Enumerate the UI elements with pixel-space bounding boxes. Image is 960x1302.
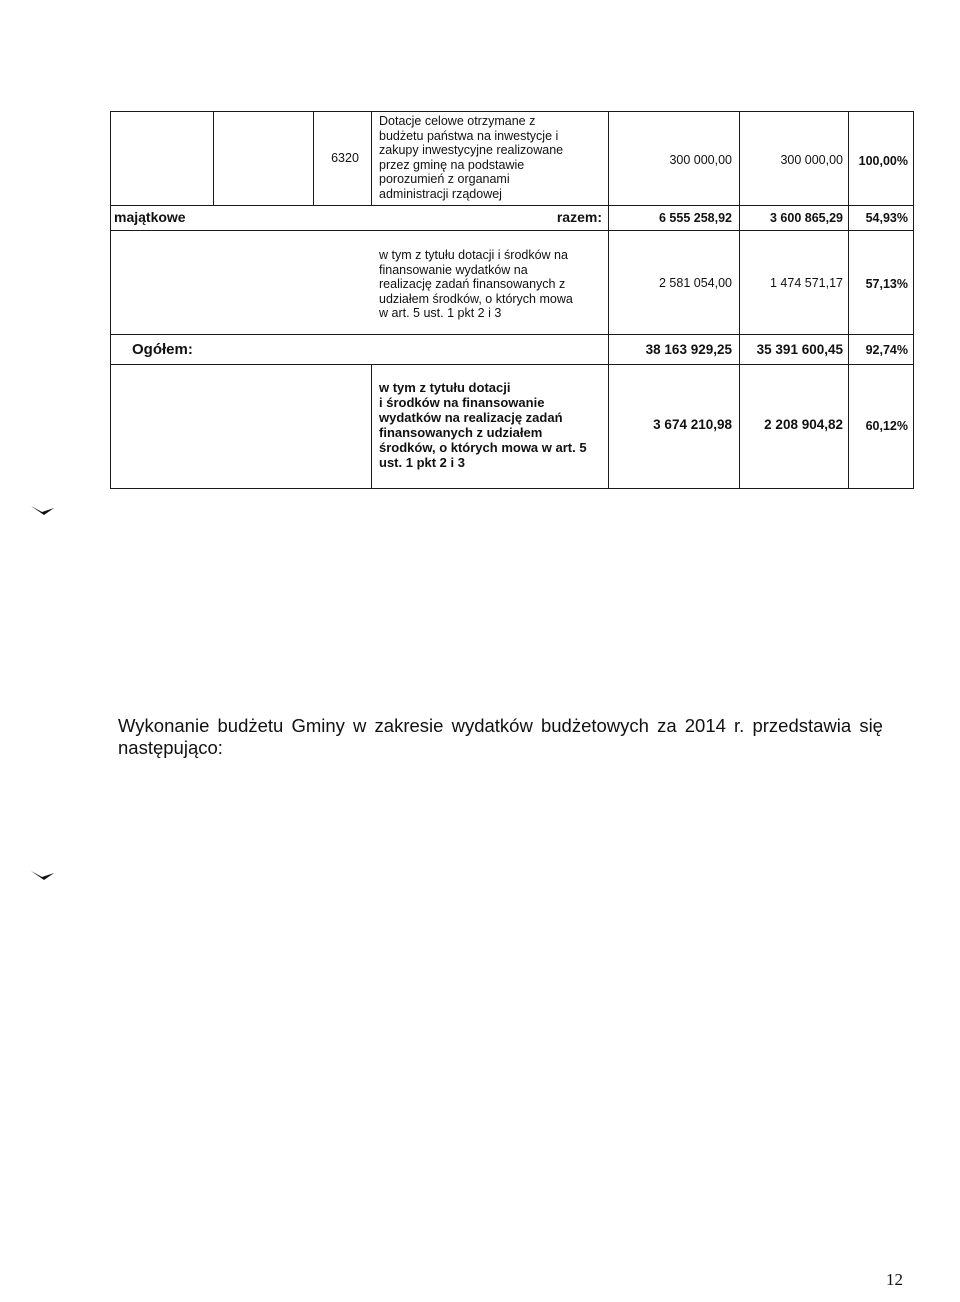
percent-value: 54,93% xyxy=(865,211,908,225)
scan-tick-mark-icon xyxy=(30,868,56,882)
table-left-border xyxy=(110,111,111,489)
execution-value: 3 600 865,29 xyxy=(770,211,843,225)
row-description xyxy=(379,248,604,321)
paragraph-line: Wykonanie budżetu Gminy w zakresie wydatków budżetowych za 2014 r. przedstawia się xyxy=(118,715,883,736)
paragraph-code: 6320 xyxy=(331,151,359,165)
col-divider xyxy=(608,364,609,488)
col-divider xyxy=(608,205,609,230)
execution-value: 2 208 904,82 xyxy=(764,417,843,432)
description-line: środków, o których mowa w art. 5 xyxy=(379,440,587,455)
col-divider xyxy=(608,111,609,205)
col-divider xyxy=(848,230,849,334)
col-divider xyxy=(848,334,849,364)
description-line: i środków na finansowanie xyxy=(379,395,545,410)
col-divider xyxy=(848,364,849,488)
description-line: realizację zadań finansowanych z xyxy=(379,277,566,291)
description-line: zakupy inwestycyjne realizowane xyxy=(379,143,564,157)
percent-value: 57,13% xyxy=(865,277,908,291)
plan-value: 3 674 210,98 xyxy=(653,417,732,432)
row-separator xyxy=(110,364,914,365)
execution-value: 300 000,00 xyxy=(780,153,843,167)
description-line: w art. 5 ust. 1 pkt 2 i 3 xyxy=(379,306,502,320)
category-label: majątkowe xyxy=(114,209,186,225)
subtotal-label: razem: xyxy=(556,209,602,225)
col-divider xyxy=(739,205,740,230)
plan-value: 38 163 929,25 xyxy=(645,342,732,357)
body-paragraph xyxy=(118,715,918,759)
description-line: finansowanie wydatków na xyxy=(379,262,528,277)
plan-value: 300 000,00 xyxy=(669,153,732,167)
col-divider xyxy=(739,364,740,488)
description-line: Dotacje celowe otrzymane z xyxy=(379,114,536,128)
scan-tick-mark-icon xyxy=(30,503,56,517)
percent-value: 92,74% xyxy=(865,343,908,357)
row-description xyxy=(379,114,604,201)
col-divider xyxy=(608,230,609,334)
execution-value: 1 474 571,17 xyxy=(770,276,843,290)
table-right-border xyxy=(913,111,914,489)
col-divider xyxy=(608,334,609,364)
col-divider xyxy=(739,230,740,334)
table-bottom-border xyxy=(110,488,914,489)
col-divider xyxy=(213,111,214,205)
description-line: udziałem środków, o których mowa xyxy=(379,291,573,306)
col-divider xyxy=(371,364,372,488)
row-separator xyxy=(110,230,914,231)
percent-value: 60,12% xyxy=(865,419,908,433)
col-divider xyxy=(313,111,314,205)
col-divider xyxy=(848,205,849,230)
grand-total-label: Ogółem: xyxy=(132,341,193,358)
description-line: budżetu państwa na inwestycje i xyxy=(379,128,559,143)
description-line: ust. 1 pkt 2 i 3 xyxy=(379,455,465,470)
description-line: finansowanych z udziałem xyxy=(379,425,543,440)
page-number: 12 xyxy=(886,1270,903,1289)
plan-value: 2 581 054,00 xyxy=(659,276,732,290)
table-top-border xyxy=(110,111,914,112)
description-line: wydatków na realizację zadań xyxy=(379,410,563,425)
percent-value: 100,00% xyxy=(858,154,908,168)
row-separator xyxy=(110,205,914,206)
plan-value: 6 555 258,92 xyxy=(659,211,732,225)
execution-value: 35 391 600,45 xyxy=(756,342,843,357)
row-separator xyxy=(110,334,914,335)
col-divider xyxy=(848,111,849,205)
col-divider xyxy=(739,111,740,205)
col-divider xyxy=(371,111,372,205)
paragraph-line: następująco: xyxy=(118,737,223,758)
description-line: w tym z tytułu dotacji xyxy=(379,380,511,395)
col-divider xyxy=(739,334,740,364)
description-line: przez gminę na podstawie xyxy=(379,157,525,172)
description-line: administracji rządowej xyxy=(379,186,502,201)
row-description xyxy=(379,380,604,470)
description-line: porozumień z organami xyxy=(379,172,510,186)
description-line: w tym z tytułu dotacji i środków na xyxy=(379,248,568,262)
